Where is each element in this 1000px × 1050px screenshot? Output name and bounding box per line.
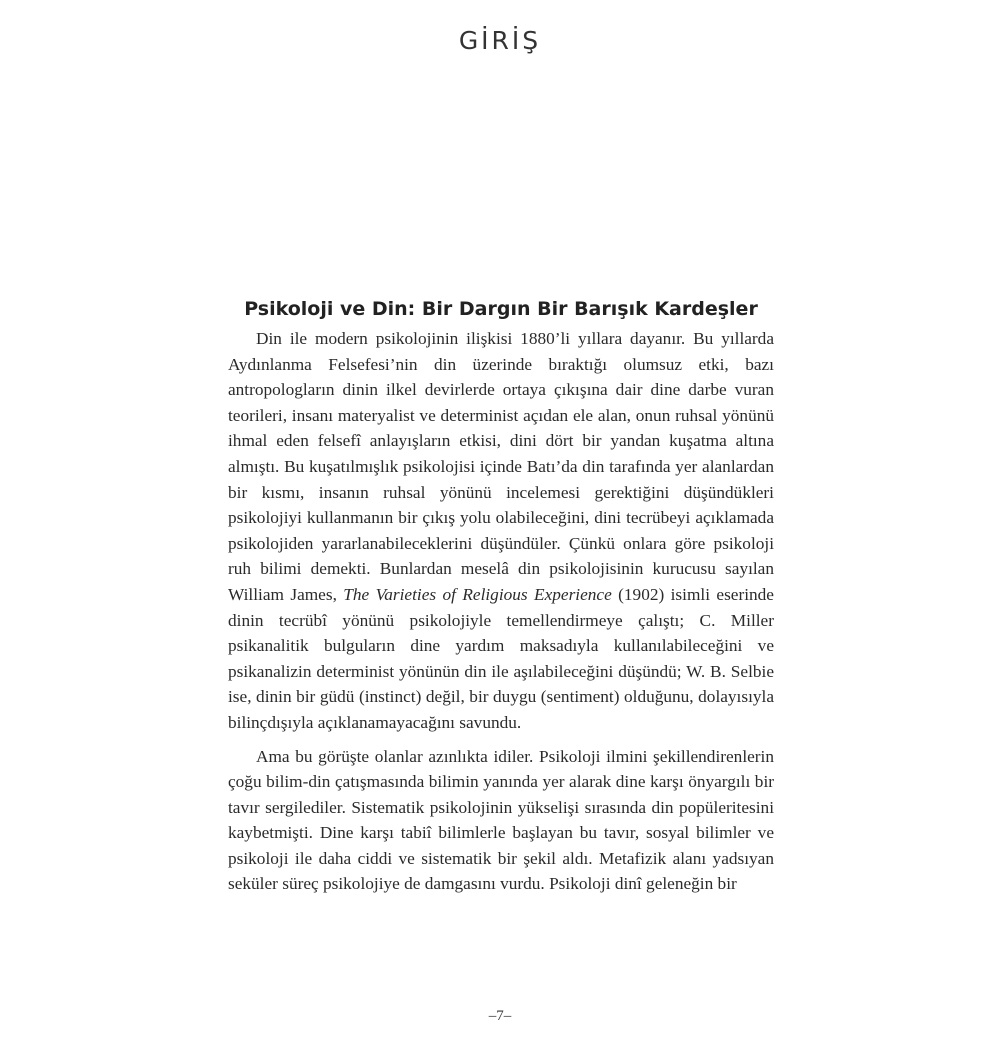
page-body — [228, 296, 774, 897]
page-number: –7– — [488, 1008, 512, 1024]
paragraph-2 — [228, 744, 774, 898]
section-heading: Psikoloji ve Din: Bir Dargın Bir Barışık Kardeşler — [244, 298, 758, 320]
text-run: Ama bu görüşte olanlar azınlıkta idiler. Psikoloji ilmini şekillendirenlerin çoğu bilim-din çatışmasında bilimin yanında yer alarak dine karşı önyargılı bir tavır sergilediler. Sistematik psikolojinin yükselişi sırasında din popüleritesini kaybetmişti. Dine karşı tabiî bilimlerle başlayan bu tavır, sosyal bilimler ve psikoloji ile daha ciddi ve sistematik bir şekil aldı. Metafizik alanı yadsıyan seküler süreç psikolojiye de damgasını vurdu. Psikoloji dinî geleneğin bir — [228, 746, 774, 894]
book-title-italic: The Varieties of Religious Experience — [343, 584, 612, 604]
paragraph-1 — [228, 326, 774, 736]
chapter-title: GİRİŞ — [458, 26, 542, 55]
text-run: (1902) isimli eserinde dinin tecrübî yönünü psikolojiyle temellendirmeye çalıştı; C. Miller psikanalitik bulguların dine yardım maksadıyla kullanılabileceğini ve psikanalizin determinist yönünün din ile aşılabileceğini düşündü; W. B. Selbie ise, dinin bir güdü (instinct) değil, bir duygu (sentiment) olduğunu, dolayısıyla bilinçdışıyla açıklanamayacağını savundu. — [228, 584, 774, 732]
text-run: Din ile modern psikolojinin ilişkisi 1880’li yıllara dayanır. Bu yıllarda Aydınlanma Felsefesi’nin din üzerinde bıraktığı olumsuz etki, bazı antropologların dinin ilkel devirlerde ortaya çıkışına dair dine darbe vuran teorileri, insanı materyalist ve determinist açıdan ele alan, onun ruhsal yönünü ihmal eden felsefî anlayışların etkisi, dini dört bir yandan kuşatma altına almıştı. Bu kuşatılmışlık psikolojisi içinde Batı’da din tarafında yer alanlardan bir kısmı, insanın ruhsal yönünü incelemesi gerektiğini düşündükleri psikolojiyi kullanmanın bir çıkış yolu olabileceğini, dini tecrübeyi açıklamada psikolojiden yararlanabileceklerini düşündüler. Çünkü onlara göre psikoloji ruh bilimi demekti. Bunlardan meselâ din psikolojisinin kurucusu sayılan William James, — [228, 329, 774, 604]
